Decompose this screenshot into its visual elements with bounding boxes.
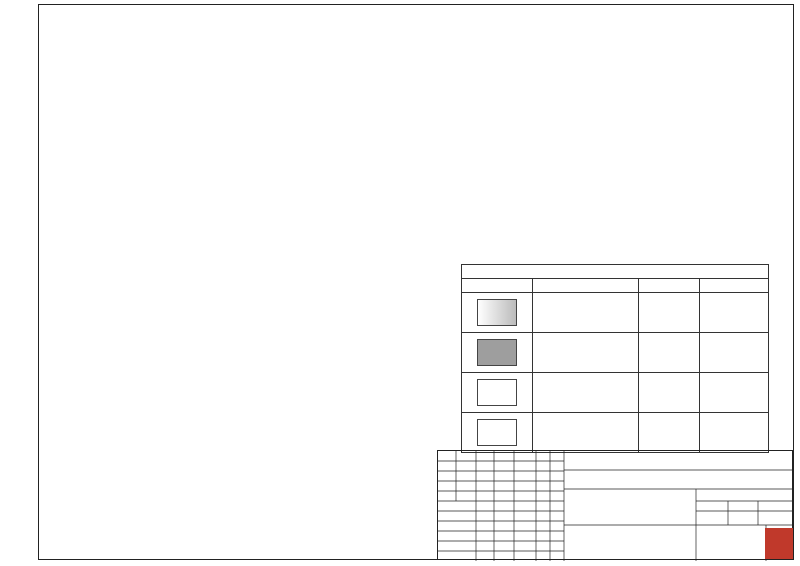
tile-qty [700, 333, 769, 373]
project-code [564, 451, 794, 470]
tile-qty [700, 413, 769, 453]
legend-header [462, 279, 533, 293]
tile-swatch [477, 299, 517, 326]
role-label [440, 521, 476, 531]
legend-row [462, 373, 769, 413]
legend-header [533, 279, 639, 293]
tile-name [533, 373, 639, 413]
role-label [440, 511, 476, 521]
stage-header [696, 501, 728, 511]
stage-value [696, 511, 728, 525]
tile-name [533, 293, 639, 333]
tile-qty [700, 293, 769, 333]
sheets-header [758, 501, 794, 511]
tile-swatch [477, 339, 517, 366]
col-header [536, 491, 550, 501]
role-label [440, 541, 476, 551]
sheet-header [728, 501, 758, 511]
tile-name [533, 413, 639, 453]
tile-size [639, 373, 700, 413]
sheet-title [564, 525, 696, 561]
legend-row [462, 333, 769, 373]
role-label [440, 501, 476, 511]
tile-swatch [477, 379, 517, 406]
sheet-value [728, 511, 758, 525]
legend-row [462, 413, 769, 453]
role-label [440, 551, 476, 561]
tile-legend-table [461, 264, 769, 453]
tile-size [639, 413, 700, 453]
tile-size [639, 293, 700, 333]
col-header [438, 491, 456, 501]
project-name [564, 470, 794, 489]
company-logo [765, 528, 793, 559]
company-phone [696, 547, 766, 557]
tile-qty [700, 373, 769, 413]
tile-size [639, 333, 700, 373]
title-block [437, 450, 793, 560]
legend-row [462, 293, 769, 333]
legend-title [462, 265, 769, 279]
col-header [514, 491, 536, 501]
role-label [440, 531, 476, 541]
legend-header [700, 279, 769, 293]
col-header [476, 491, 494, 501]
tile-name [533, 333, 639, 373]
tile-swatch [477, 419, 517, 446]
col-header [494, 491, 514, 501]
col-header [456, 491, 476, 501]
legend-header [639, 279, 700, 293]
